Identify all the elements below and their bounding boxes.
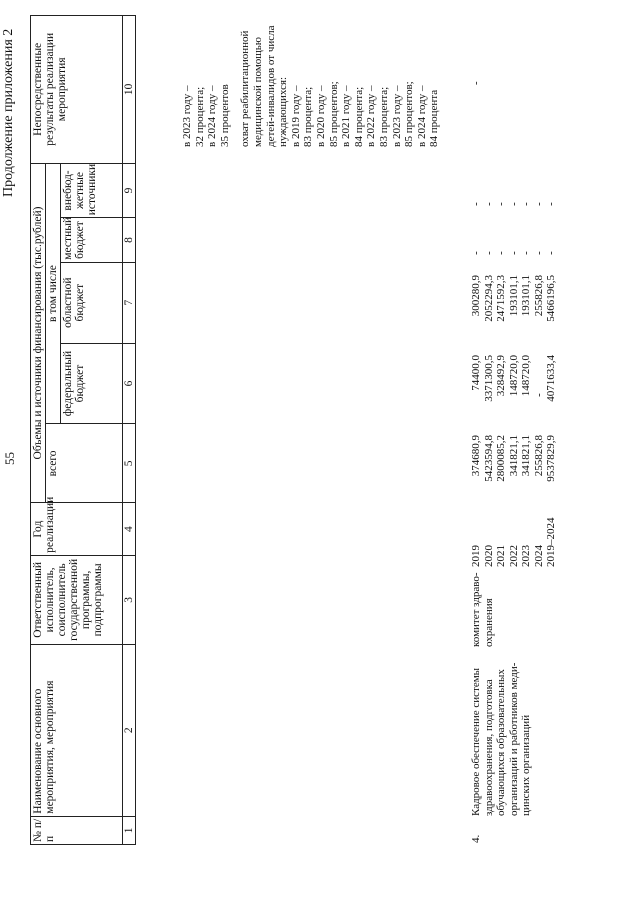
results-cell: - [470, 81, 482, 85]
result-line: в 2020 году – [314, 85, 327, 147]
years-column [470, 509, 558, 567]
header-number: № п/п [31, 816, 123, 844]
local-cell: - [495, 251, 507, 255]
year-cell: 2024 [532, 545, 545, 567]
row-number: 4. [470, 834, 482, 843]
year-cell: 2021 [495, 545, 507, 567]
result-line: медицинской помощью [251, 37, 264, 147]
result-line: в 2024 году – [415, 85, 428, 147]
result-line: в 2019 году – [289, 85, 302, 147]
result-line: 83 процента; [302, 86, 315, 147]
local-cell: - [520, 251, 532, 255]
federal-cell: 148720,0 [507, 355, 520, 397]
column-number-row [123, 16, 136, 845]
offbudget-cell: - [470, 202, 482, 206]
measure-name-line: организаций и работников меди- [507, 662, 520, 816]
federal-cell: 328492,9 [495, 355, 507, 397]
table-header [30, 15, 136, 845]
federal-cell: 74400,0 [470, 355, 482, 391]
total-cell: 341821,1 [507, 435, 520, 477]
result-line: в 2022 году – [365, 85, 378, 147]
federal-cell: 148720,0 [520, 355, 532, 397]
column-number: 2 [123, 644, 136, 816]
local-cell: - [507, 251, 520, 255]
header-offbudget: внебюд-жетные источники [61, 163, 123, 218]
header-name: Наименование основного мероприятия, мероприятия [31, 644, 123, 816]
column-number: 10 [123, 16, 136, 164]
executor-line: охранения [482, 598, 495, 647]
result-line: нуждающихся: [277, 76, 290, 147]
total-cell: 5423594,8 [482, 435, 495, 482]
header-results: Непосредственные результаты реализации мероприятия [31, 16, 123, 164]
federal-cell: 3371300,5 [482, 355, 495, 402]
total-cell: 255826,8 [532, 435, 545, 477]
previous-row-results [181, 12, 441, 147]
header-regional: областной бюджет [61, 262, 123, 343]
header-funding: Объемы и источники финансирования (тыс.рублей) [31, 163, 46, 503]
column-number: 7 [123, 262, 136, 343]
result-line: 35 процентов [218, 84, 231, 147]
executor-line: комитет здраво- [470, 572, 482, 647]
header-executor: Ответственный исполнитель, соисполнитель государственной программы, подпрограммы [31, 555, 123, 644]
offbudget-cell: - [495, 202, 507, 206]
federal-cell: - [532, 393, 545, 397]
local-cell: - [482, 251, 495, 255]
column-number: 9 [123, 163, 136, 218]
offbudget-cell: - [520, 202, 532, 206]
measure-name-line: обучающихся образовательных [495, 669, 507, 816]
result-line: охват реабилитационной [239, 30, 252, 147]
result-line: 85 процентов; [327, 81, 340, 147]
result-line: 85 процентов; [403, 81, 416, 147]
header-federal: федеральный бюджет [61, 343, 123, 424]
measure-name-line: здравоохранения, подготовка [482, 679, 495, 816]
total-cell: 9537829,9 [545, 435, 557, 482]
regional-cell: 300280,9 [470, 275, 482, 317]
result-line: в 2023 году – [181, 85, 193, 147]
column-number: 3 [123, 555, 136, 644]
regional-cell: 2471592,3 [495, 275, 507, 322]
column-number: 6 [123, 343, 136, 424]
header-year: Год реализации [31, 503, 123, 556]
column-number: 8 [123, 218, 136, 262]
local-cell: - [532, 251, 545, 255]
continuation-title: Продолжение приложения 2 [1, 28, 16, 197]
offbudget-cell: - [532, 202, 545, 206]
result-line: в 2023 году – [390, 85, 403, 147]
regional-cell: 193101,1 [507, 275, 520, 317]
year-cell: 2022 [507, 545, 520, 567]
offbudget-cell: - [545, 202, 557, 206]
result-line: 84 процента [428, 89, 441, 147]
result-line: 83 процента; [377, 86, 390, 147]
measure-name-line: Кадровое обеспечение системы [470, 667, 482, 816]
regional-cell: 5466196,5 [545, 275, 557, 322]
column-number: 4 [123, 503, 136, 556]
regional-cell: 2052294,3 [482, 275, 495, 322]
result-line: 84 процента; [352, 86, 365, 147]
year-cell: 2020 [482, 545, 495, 567]
year-cell: 2019 [470, 545, 482, 567]
executor [470, 572, 495, 647]
page-number: 55 [2, 452, 17, 465]
year-cell: 2023 [520, 545, 532, 567]
regional-cell: 193101,1 [520, 275, 532, 317]
header-local: местный бюджет [61, 218, 123, 262]
header-including: в том числе [46, 163, 61, 424]
total-cell: 2800085,2 [495, 435, 507, 482]
federal-column [470, 355, 558, 435]
column-number: 5 [123, 424, 136, 503]
measure-name [470, 663, 533, 816]
result-line: детей-инвалидов от числа [264, 25, 277, 147]
year-cell: 2019–2024 [545, 517, 557, 567]
local-cell: - [470, 251, 482, 255]
header-total: всего [46, 424, 123, 503]
offbudget-cell: - [507, 202, 520, 206]
total-cell: 341821,1 [520, 435, 532, 477]
regional-column [470, 275, 558, 355]
measure-name-line: цинских организаций [520, 714, 532, 816]
federal-cell: 4071633,4 [545, 355, 557, 402]
offbudget-column [470, 177, 558, 231]
offbudget-cell: - [482, 202, 495, 206]
result-line: 32 процента; [193, 86, 206, 147]
regional-cell: 255826,8 [532, 275, 545, 317]
total-cell: 374680,9 [470, 435, 482, 477]
local-column [470, 231, 558, 275]
local-cell: - [545, 251, 557, 255]
result-line: в 2021 году – [340, 85, 353, 147]
column-number: 1 [123, 816, 136, 844]
total-column [470, 435, 558, 511]
result-line: в 2024 году – [206, 85, 219, 147]
